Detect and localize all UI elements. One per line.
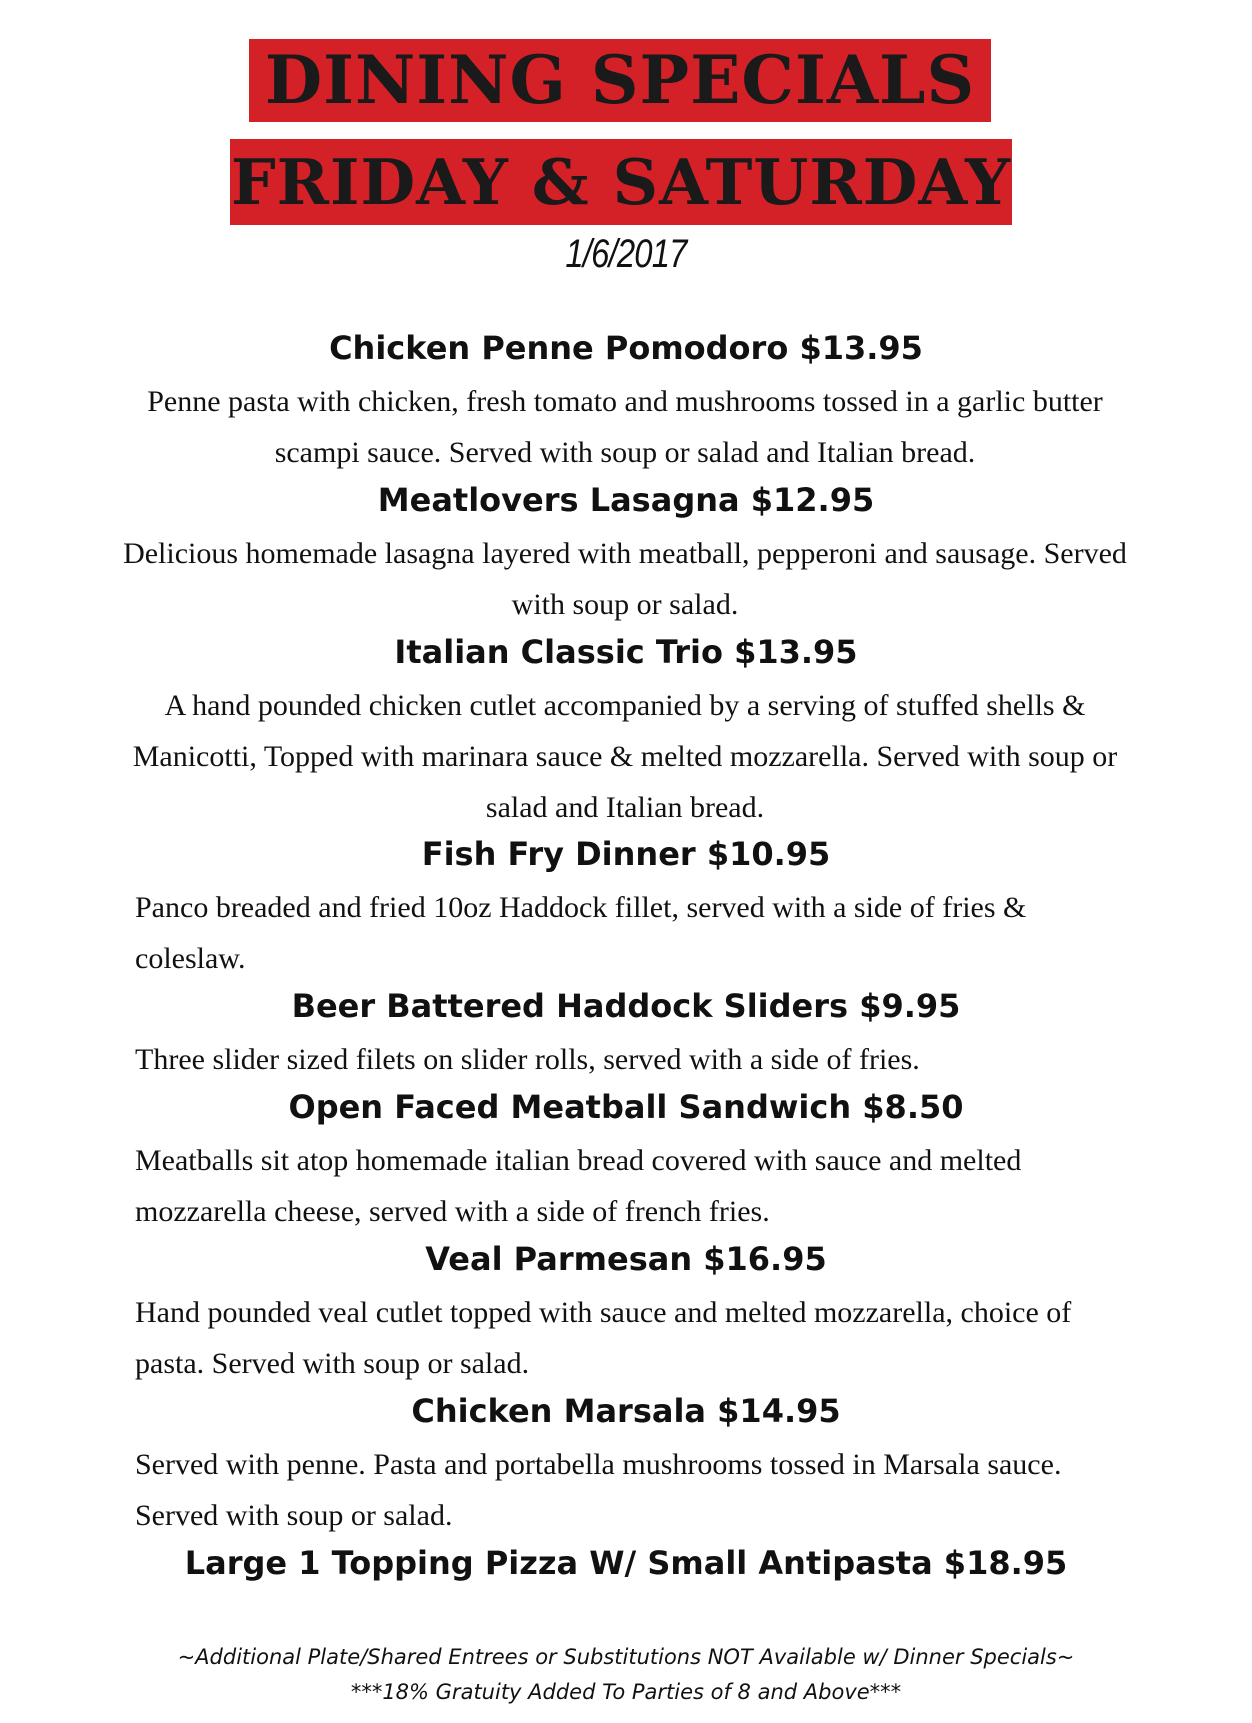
item-description: Delicious homemade lasagna layered with meatball, pepperoni and sausage. Served with soup or salad. xyxy=(123,537,1127,621)
item-description: Three slider sized filets on slider rolls, served with a side of fries. xyxy=(135,1043,920,1076)
item-description: Served with penne. Pasta and portabella mushrooms tossed in Marsala sauce. Served with soup or salad. xyxy=(135,1448,1062,1532)
footer-gratuity-note: ***18% Gratuity Added To Parties of 8 and Above*** xyxy=(350,1680,902,1704)
item-title: Fish Fry Dinner $10.95 xyxy=(421,835,831,873)
item-title: Chicken Penne Pomodoro $13.95 xyxy=(329,329,923,367)
menu-date: 1/6/2017 xyxy=(565,232,687,276)
item-title: Beer Battered Haddock Sliders $9.95 xyxy=(291,987,961,1025)
item-title: Large 1 Topping Pizza W/ Small Antipasta $18.95 xyxy=(184,1544,1068,1582)
item-title: Veal Parmesan $16.95 xyxy=(425,1240,827,1278)
item-description: Hand pounded veal cutlet topped with sauce and melted mozzarella, choice of pasta. Served with soup or salad. xyxy=(135,1296,1072,1380)
item-title: Italian Classic Trio $13.95 xyxy=(394,633,858,671)
header-banner-dining-specials: DINING SPECIALS xyxy=(249,39,991,122)
item-description: Panco breaded and fried 10oz Haddock fillet, served with a side of fries & coleslaw. xyxy=(135,891,1027,975)
item-description: Penne pasta with chicken, fresh tomato and mushrooms tossed in a garlic butter scampi sauce. Served with soup or salad and Italian bread. xyxy=(147,385,1103,469)
footer-policy-note: ~Additional Plate/Shared Entrees or Substitutions NOT Available w/ Dinner Specials~ xyxy=(177,1645,1075,1669)
header-banner-friday-saturday: FRIDAY & SATURDAY xyxy=(230,139,1012,225)
item-title: Open Faced Meatball Sandwich $8.50 xyxy=(288,1088,964,1126)
item-description: Meatballs sit atop homemade italian bread covered with sauce and melted mozzarella cheese, served with a side of french fries. xyxy=(135,1144,1022,1228)
item-title: Meatlovers Lasagna $12.95 xyxy=(377,481,875,519)
item-description: A hand pounded chicken cutlet accompanied by a serving of stuffed shells & Manicotti, Topped with marinara sauce & melted mozzarella. Served with soup or salad and Italian bread. xyxy=(132,689,1118,824)
item-title: Chicken Marsala $14.95 xyxy=(411,1392,841,1430)
